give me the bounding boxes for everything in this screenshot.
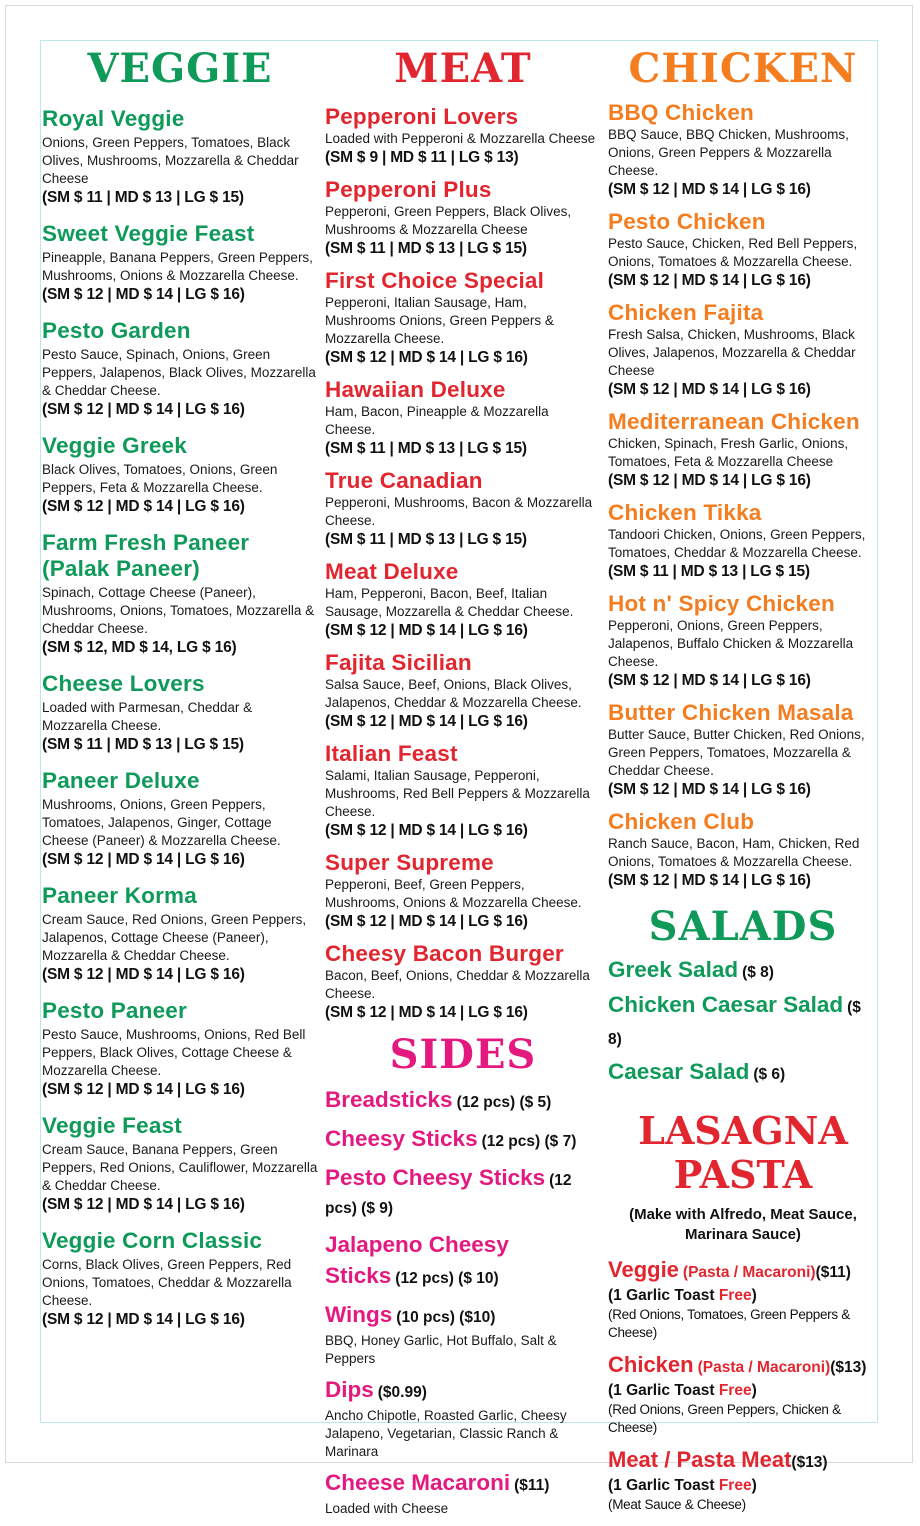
veggie-item-price: (SM $ 12 | MD $ 14 | LG $ 16) — [42, 401, 245, 418]
garlic-toast-note — [608, 1381, 878, 1401]
pasta-desc: (Red Onions, Green Peppers, Chicken & Cheese) — [608, 1402, 841, 1435]
meat-column — [325, 46, 601, 1526]
veggie-column — [42, 46, 318, 1343]
veggie-item[interactable] — [42, 1113, 318, 1214]
side-name: Dips — [325, 1377, 374, 1402]
veggie-item-desc: Spinach, Cottage Cheese (Paneer), Mushrooms, Onions, Tomatoes, Mozzarella & Cheddar Cheese. — [42, 585, 315, 636]
chicken-item[interactable] — [608, 300, 878, 399]
side-desc: Loaded with Cheese — [325, 1501, 449, 1516]
side-name: Pesto Cheesy Sticks — [325, 1165, 546, 1190]
chicken-item-price: (SM $ 12 | MD $ 14 | LG $ 16) — [608, 181, 811, 198]
salads-list — [608, 954, 878, 1091]
veggie-item[interactable] — [42, 433, 318, 516]
meat-item-name: Hawaiian Deluxe — [325, 377, 506, 402]
veggie-item-desc: Cream Sauce, Banana Peppers, Green Peppers, Red Onions, Cauliflower, Mozzarella & Cheddar Cheese. — [42, 1142, 318, 1193]
meat-item-price: (SM $ 11 | MD $ 13 | LG $ 15) — [325, 440, 527, 457]
side-meta: (10 pcs) ($10) — [396, 1309, 496, 1326]
side-item[interactable] — [325, 1376, 601, 1461]
meat-item[interactable] — [325, 850, 601, 931]
salad-item[interactable] — [608, 989, 878, 1056]
veggie-item-desc: Pesto Sauce, Spinach, Onions, Green Peppers, Jalapenos, Black Olives, Mozzarella & Cheddar Cheese. — [42, 347, 316, 398]
meat-item-price: (SM $ 12 | MD $ 14 | LG $ 16) — [325, 822, 528, 839]
lasagna-heading-line2: PASTA — [673, 1152, 813, 1197]
pasta-line — [608, 1257, 878, 1286]
salad-price: ($ 8) — [742, 964, 774, 981]
veggie-item-name: Veggie Greek — [42, 433, 187, 458]
chicken-item-desc: Fresh Salsa, Chicken, Mushrooms, Black Olives, Jalapenos, Mozzarella & Cheddar Cheese — [608, 327, 856, 378]
garlic-toast-note — [608, 1476, 878, 1496]
veggie-item[interactable] — [42, 998, 318, 1099]
pasta-item[interactable] — [608, 1447, 878, 1514]
meat-item-price: (SM $ 12 | MD $ 14 | LG $ 16) — [325, 349, 528, 366]
veggie-item-desc: Mushrooms, Onions, Green Peppers, Tomatoes, Jalapenos, Ginger, Cottage Cheese (Paneer) & Mozzarella Cheese. — [42, 797, 281, 848]
side-desc: BBQ, Honey Garlic, Hot Buffalo, Salt & Peppers — [325, 1333, 557, 1366]
side-line — [325, 1086, 601, 1117]
side-meta: (12 pcs) ($ 9) — [325, 1172, 572, 1217]
chicken-item[interactable] — [608, 100, 878, 199]
meat-item-name: Italian Feast — [325, 741, 458, 766]
chicken-item[interactable] — [608, 591, 878, 690]
veggie-item-desc: Onions, Green Peppers, Tomatoes, Black Olives, Mushrooms, Mozzarella & Cheddar Cheese — [42, 135, 299, 186]
pasta-price: ($11) — [815, 1264, 851, 1281]
veggie-item-price: (SM $ 12 | MD $ 14 | LG $ 16) — [42, 1311, 245, 1328]
lasagna-note: (Make with Alfredo, Meat Sauce, Marinara Sauce) — [629, 1206, 857, 1243]
veggie-item-price: (SM $ 12 | MD $ 14 | LG $ 16) — [42, 966, 245, 983]
meat-item[interactable] — [325, 650, 601, 731]
salad-name: Caesar Salad — [608, 1059, 750, 1084]
veggie-item-price: (SM $ 11 | MD $ 13 | LG $ 15) — [42, 189, 244, 206]
chicken-item-desc: Tandoori Chicken, Onions, Green Peppers, Tomatoes, Cheddar & Mozzarella Cheese. — [608, 527, 866, 560]
salad-name: Greek Salad — [608, 957, 739, 982]
veggie-item[interactable] — [42, 530, 318, 657]
meat-item-name: Meat Deluxe — [325, 559, 459, 584]
veggie-item-name: Veggie Corn Classic — [42, 1228, 263, 1253]
chicken-item-desc: Pesto Sauce, Chicken, Red Bell Peppers, Onions, Tomatoes & Mozzarella Cheese. — [608, 236, 858, 269]
chicken-item-price: (SM $ 12 | MD $ 14 | LG $ 16) — [608, 672, 811, 689]
veggie-item-desc: Corns, Black Olives, Green Peppers, Red Onions, Tomatoes, Cheddar & Mozzarella Cheese. — [42, 1257, 292, 1308]
side-name: Jalapeno Cheesy Sticks — [325, 1232, 509, 1288]
meat-item-price: (SM $ 12 | MD $ 14 | LG $ 16) — [325, 913, 528, 930]
veggie-item-name: Paneer Korma — [42, 883, 197, 908]
chicken-item-price: (SM $ 12 | MD $ 14 | LG $ 16) — [608, 781, 811, 798]
free-label: Free — [718, 1382, 752, 1399]
meat-item-desc: Pepperoni, Italian Sausage, Ham, Mushrooms Onions, Green Peppers & Mozzarella Cheese. — [325, 295, 554, 346]
veggie-item[interactable] — [42, 1228, 318, 1329]
chicken-item-price: (SM $ 12 | MD $ 14 | LG $ 16) — [608, 472, 811, 489]
meat-item-desc: Bacon, Beef, Onions, Cheddar & Mozzarella Cheese. — [325, 968, 590, 1001]
veggie-item-name: Pesto Paneer — [42, 998, 187, 1023]
lasagna-list — [608, 1257, 878, 1514]
salad-name: Chicken Caesar Salad — [608, 992, 844, 1017]
meat-item-name: Cheesy Bacon Burger — [325, 941, 564, 966]
veggie-item-price: (SM $ 12 | MD $ 14 | LG $ 16) — [42, 1081, 245, 1098]
meat-item-price: (SM $ 11 | MD $ 13 | LG $ 15) — [325, 531, 527, 548]
veggie-item-price: (SM $ 12 | MD $ 14 | LG $ 16) — [42, 851, 245, 868]
side-line — [325, 1231, 601, 1293]
veggie-item-price: (SM $ 12 | MD $ 14 | LG $ 16) — [42, 286, 245, 303]
chicken-item-desc: BBQ Sauce, BBQ Chicken, Mushrooms, Onions, Green Peppers & Mozzarella Cheese. — [608, 127, 849, 178]
salad-item[interactable] — [608, 954, 878, 989]
pasta-desc: (Red Onions, Tomatoes, Green Peppers & Cheese) — [608, 1307, 850, 1340]
meat-item-name: Pepperoni Lovers — [325, 104, 519, 129]
pasta-item[interactable] — [608, 1257, 878, 1342]
side-item[interactable] — [325, 1469, 601, 1518]
meat-item[interactable] — [325, 941, 601, 1022]
pasta-name: Chicken — [608, 1352, 694, 1377]
chicken-item-desc: Chicken, Spinach, Fresh Garlic, Onions, Tomatoes, Feta & Mozzarella Cheese — [608, 436, 849, 469]
meat-item[interactable] — [325, 559, 601, 640]
meat-item-name: Pepperoni Plus — [325, 177, 492, 202]
side-name: Breadsticks — [325, 1087, 453, 1112]
veggie-item-price: (SM $ 11 | MD $ 13 | LG $ 15) — [42, 736, 244, 753]
chicken-item-desc: Butter Sauce, Butter Chicken, Red Onions, Green Peppers, Tomatoes, Mozzarella & Cheddar Cheese. — [608, 727, 865, 778]
veggie-item[interactable] — [42, 318, 318, 419]
side-line — [325, 1125, 601, 1156]
pasta-type: (Pasta / Macaroni) — [682, 1264, 816, 1281]
veggie-item-desc: Cream Sauce, Red Onions, Green Peppers, Jalapenos, Cottage Cheese (Paneer), Mozzarella & Cheddar Cheese. — [42, 912, 307, 963]
side-desc: Ancho Chipotle, Roasted Garlic, Cheesy Jalapeno, Vegetarian, Classic Ranch & Marinara — [325, 1408, 567, 1459]
veggie-item-price: (SM $ 12 | MD $ 14 | LG $ 16) — [42, 1196, 245, 1213]
veggie-item-name: Cheese Lovers — [42, 671, 205, 696]
pasta-line — [608, 1352, 878, 1381]
side-meta: (12 pcs) ($ 5) — [456, 1094, 552, 1111]
chicken-item-name: Chicken Tikka — [608, 500, 762, 525]
veggie-list — [42, 106, 318, 1329]
meat-list — [325, 104, 601, 1022]
chicken-item[interactable] — [608, 809, 878, 890]
side-line — [325, 1301, 601, 1332]
veggie-item-name: Sweet Veggie Feast — [42, 221, 255, 246]
meat-item-price: (SM $ 12 | MD $ 14 | LG $ 16) — [325, 1004, 528, 1021]
meat-item-price: (SM $ 12 | MD $ 14 | LG $ 16) — [325, 713, 528, 730]
chicken-list — [608, 100, 878, 890]
salad-item[interactable] — [608, 1056, 878, 1091]
side-meta: (12 pcs) ($ 7) — [481, 1133, 577, 1150]
lasagna-section — [608, 1109, 878, 1514]
free-label: Free — [718, 1287, 752, 1304]
salads-heading: SALADS — [648, 903, 838, 950]
chicken-item[interactable] — [608, 409, 878, 490]
chicken-item-desc: Pepperoni, Onions, Green Peppers, Jalapenos, Buffalo Chicken & Mozzarella Cheese. — [608, 618, 854, 669]
chicken-heading: CHICKEN — [628, 45, 858, 92]
chicken-item-price: (SM $ 12 | MD $ 14 | LG $ 16) — [608, 872, 811, 889]
meat-item[interactable] — [325, 741, 601, 840]
chicken-item-name: Hot n' Spicy Chicken — [608, 591, 835, 616]
meat-item-desc: Pepperoni, Beef, Green Peppers, Mushrooms, Onions & Mozzarella Cheese. — [325, 877, 582, 910]
meat-item[interactable] — [325, 468, 601, 549]
salad-price: ($ 8) — [608, 999, 861, 1048]
side-line — [325, 1164, 601, 1223]
meat-item-desc: Pepperoni, Mushrooms, Bacon & Mozzarella Cheese. — [325, 495, 593, 528]
garlic-toast-text: (1 Garlic Toast — [608, 1287, 715, 1304]
meat-item-desc: Loaded with Pepperoni & Mozzarella Cheese — [325, 131, 596, 146]
meat-item-desc: Ham, Pepperoni, Bacon, Beef, Italian Sausage, Mozzarella & Cheddar Cheese. — [325, 586, 574, 619]
meat-item[interactable] — [325, 268, 601, 367]
meat-item-name: Super Supreme — [325, 850, 494, 875]
meat-item-price: (SM $ 12 | MD $ 14 | LG $ 16) — [325, 622, 528, 639]
chicken-item-desc: Ranch Sauce, Bacon, Ham, Chicken, Red Onions, Tomatoes & Mozzarella Cheese. — [608, 836, 860, 869]
chicken-item-price: (SM $ 12 | MD $ 14 | LG $ 16) — [608, 381, 811, 398]
free-label: Free — [718, 1477, 752, 1494]
chicken-column — [608, 46, 878, 1524]
meat-item[interactable] — [325, 177, 601, 258]
pasta-item[interactable] — [608, 1352, 878, 1437]
side-item[interactable] — [325, 1301, 601, 1368]
veggie-item-desc: Pineapple, Banana Peppers, Green Peppers, Mushrooms, Onions & Mozzarella Cheese. — [42, 250, 313, 283]
meat-item-desc: Ham, Bacon, Pineapple & Mozzarella Cheese. — [325, 404, 549, 437]
veggie-item[interactable] — [42, 671, 318, 754]
chicken-item[interactable] — [608, 209, 878, 290]
garlic-toast-note — [608, 1286, 878, 1306]
meat-item-name: First Choice Special — [325, 268, 545, 293]
veggie-item[interactable] — [42, 106, 318, 207]
veggie-item[interactable] — [42, 768, 318, 869]
side-line — [325, 1376, 601, 1407]
pasta-price: ($13) — [830, 1359, 867, 1376]
chicken-item-price: (SM $ 11 | MD $ 13 | LG $ 15) — [608, 563, 810, 580]
pasta-desc: (Meat Sauce & Cheese) — [608, 1497, 746, 1512]
veggie-heading: VEGGIE — [87, 45, 273, 92]
side-meta: ($11) — [514, 1477, 550, 1494]
chicken-item-name: Chicken Fajita — [608, 300, 764, 325]
pasta-name: Meat / Pasta Meat — [608, 1447, 792, 1472]
side-name: Wings — [325, 1302, 393, 1327]
salad-price: ($ 6) — [753, 1066, 786, 1083]
meat-item-price: (SM $ 9 | MD $ 11 | LG $ 13) — [325, 149, 519, 166]
chicken-item-name: Pesto Chicken — [608, 209, 766, 234]
veggie-item-name: Farm Fresh Paneer (Palak Paneer) — [42, 530, 250, 581]
side-item[interactable] — [325, 1125, 601, 1156]
meat-item-price: (SM $ 11 | MD $ 13 | LG $ 15) — [325, 240, 527, 257]
chicken-item-name: BBQ Chicken — [608, 100, 754, 125]
side-meta: (12 pcs) ($ 10) — [395, 1270, 499, 1287]
veggie-item-name: Veggie Feast — [42, 1113, 182, 1138]
chicken-item-price: (SM $ 12 | MD $ 14 | LG $ 16) — [608, 272, 811, 289]
side-name: Cheese Macaroni — [325, 1470, 511, 1495]
veggie-item-name: Royal Veggie — [42, 106, 185, 131]
meat-heading: MEAT — [394, 45, 532, 92]
meat-item-desc: Salami, Italian Sausage, Pepperoni, Mushrooms, Red Bell Peppers & Mozzarella Cheese. — [325, 768, 590, 819]
garlic-toast-text: (1 Garlic Toast — [608, 1477, 715, 1494]
pasta-name: Veggie — [608, 1257, 679, 1282]
veggie-item-desc: Loaded with Parmesan, Cheddar & Mozzarella Cheese. — [42, 700, 253, 733]
meat-item-name: True Canadian — [325, 468, 483, 493]
meat-item-desc: Salsa Sauce, Beef, Onions, Black Olives, Jalapenos, Cheddar & Mozzarella Cheese. — [325, 677, 582, 710]
sides-heading: SIDES — [389, 1031, 537, 1078]
garlic-toast-text: (1 Garlic Toast — [608, 1382, 715, 1399]
garlic-toast-close: ) — [751, 1382, 757, 1399]
pasta-line — [608, 1447, 878, 1476]
side-item[interactable] — [325, 1164, 601, 1223]
chicken-item[interactable] — [608, 500, 878, 581]
veggie-item-desc: Black Olives, Tomatoes, Onions, Green Peppers, Feta & Mozzarella Cheese. — [42, 462, 278, 495]
chicken-item-name: Chicken Club — [608, 809, 755, 834]
veggie-item-name: Paneer Deluxe — [42, 768, 200, 793]
garlic-toast-close: ) — [751, 1287, 757, 1304]
sides-list — [325, 1086, 601, 1518]
lasagna-heading-line1: LASAGNA — [638, 1108, 848, 1153]
side-item[interactable] — [325, 1086, 601, 1117]
side-name: Cheesy Sticks — [325, 1126, 478, 1151]
garlic-toast-close: ) — [751, 1477, 757, 1494]
pasta-type: (Pasta / Macaroni) — [697, 1359, 831, 1376]
veggie-item[interactable] — [42, 883, 318, 984]
side-meta: ($0.99) — [377, 1384, 427, 1401]
meat-item[interactable] — [325, 377, 601, 458]
side-line — [325, 1469, 601, 1500]
veggie-item-price: (SM $ 12 | MD $ 14 | LG $ 16) — [42, 498, 245, 515]
veggie-item-desc: Pesto Sauce, Mushrooms, Onions, Red Bell Peppers, Black Olives, Cottage Cheese & Mozzarella Cheese. — [42, 1027, 306, 1078]
meat-item-desc: Pepperoni, Green Peppers, Black Olives, Mushrooms & Mozzarella Cheese — [325, 204, 572, 237]
chicken-item-name: Mediterranean Chicken — [608, 409, 860, 434]
veggie-item-price: (SM $ 12, MD $ 14, LG $ 16) — [42, 639, 237, 656]
veggie-item[interactable] — [42, 221, 318, 304]
side-item[interactable] — [325, 1231, 601, 1293]
pasta-price: ($13) — [791, 1454, 828, 1471]
meat-item[interactable] — [325, 104, 601, 167]
veggie-item-name: Pesto Garden — [42, 318, 191, 343]
meat-item-name: Fajita Sicilian — [325, 650, 472, 675]
chicken-item[interactable] — [608, 700, 878, 799]
chicken-item-name: Butter Chicken Masala — [608, 700, 854, 725]
